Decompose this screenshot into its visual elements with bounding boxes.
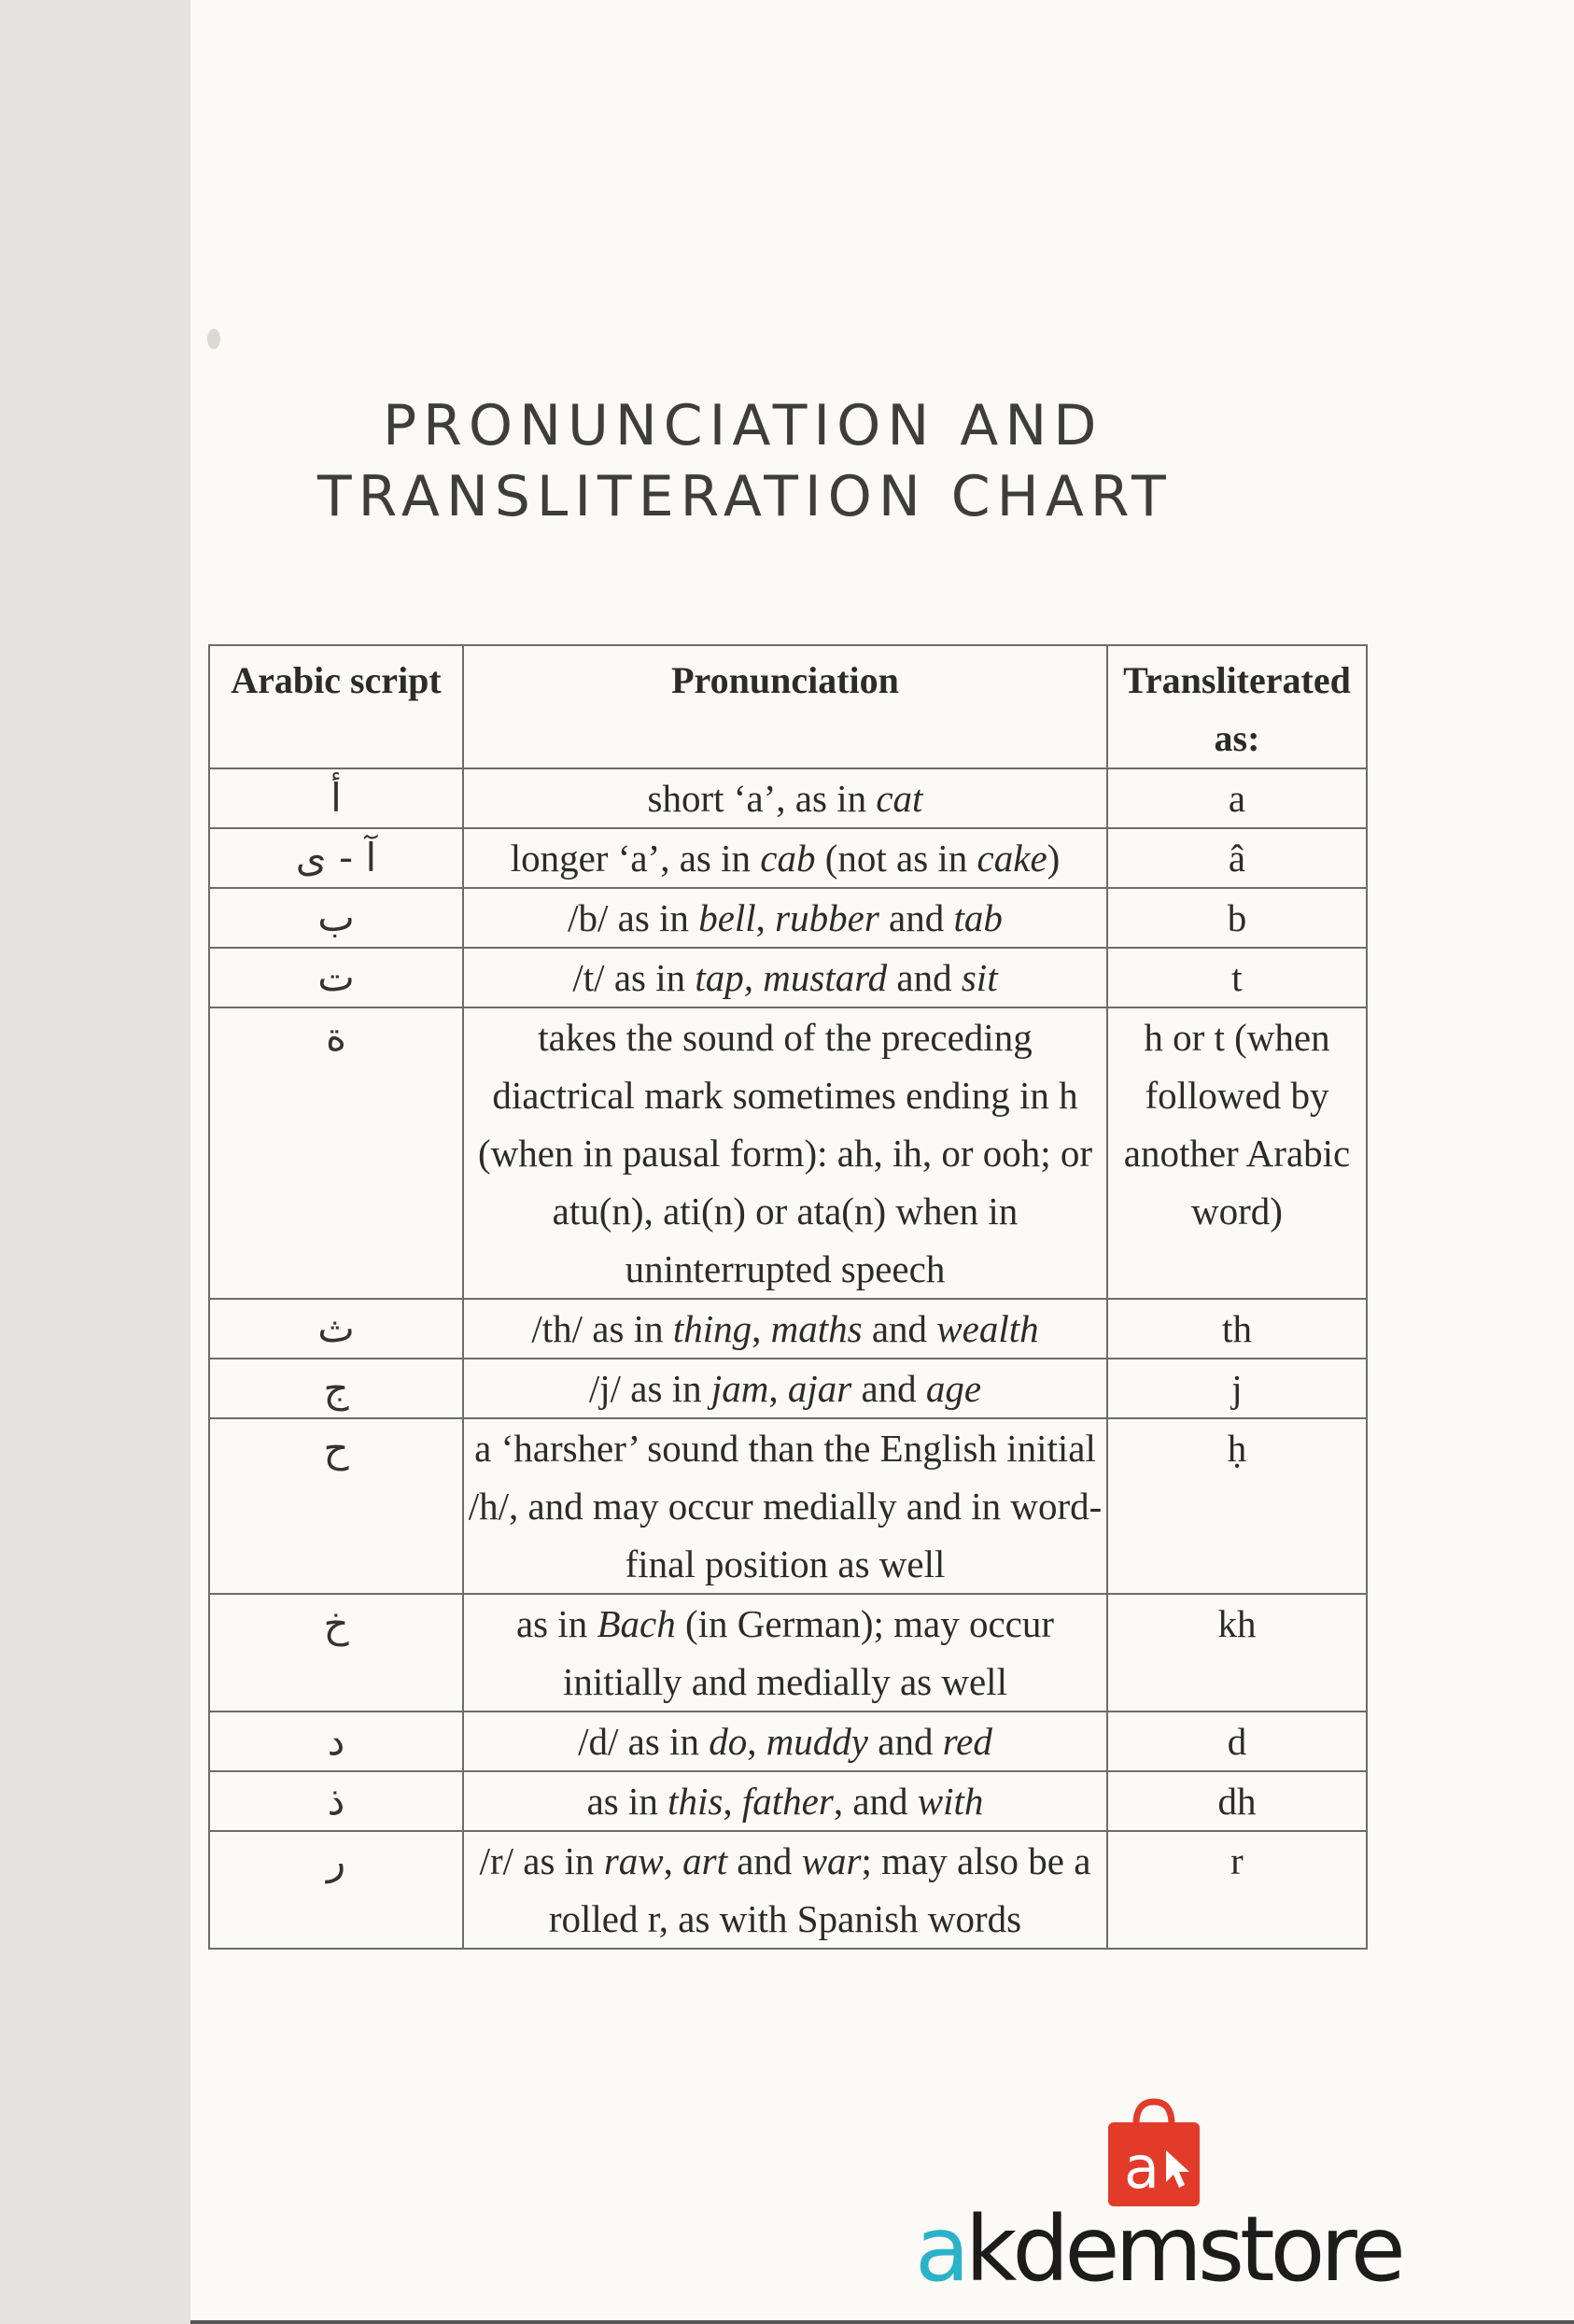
arabic-letter-cell: ث: [209, 1299, 463, 1359]
transliteration-cell: â: [1107, 828, 1367, 888]
table-row: [209, 1299, 1367, 1359]
pronunciation-text: ,: [663, 1839, 683, 1882]
pronunciation-text: ,: [752, 1307, 771, 1350]
arabic-letter-cell: ت: [209, 948, 463, 1007]
header-pronunciation: Pronunciation: [463, 645, 1107, 768]
pronunciation-text: ,: [755, 896, 776, 939]
example-word: tap, mustard: [695, 956, 888, 999]
transliteration-cell: ḥ: [1107, 1418, 1367, 1594]
pronunciation-text: and: [726, 1839, 802, 1882]
example-word: this: [668, 1780, 724, 1823]
table-row: [209, 1771, 1367, 1831]
transliteration-cell: d: [1107, 1711, 1367, 1771]
pronunciation-cell: [463, 1831, 1107, 1949]
header-arabic-script: Arabic script: [209, 645, 463, 768]
arabic-letter-cell: ذ: [209, 1771, 463, 1831]
transliteration-cell: b: [1107, 888, 1367, 948]
pronunciation-text: ,: [723, 1780, 742, 1823]
pronunciation-text: /r/ as in: [479, 1839, 604, 1882]
example-word: raw: [603, 1839, 664, 1882]
header-transliterated: Transliterated as:: [1107, 645, 1367, 768]
pronunciation-text: ): [1047, 837, 1061, 880]
table-row: [209, 828, 1367, 888]
table-row: [209, 1418, 1367, 1594]
pronunciation-text: takes the sound of the preceding diactrical mark sometimes ending in h (when in pausal form): ah, ih, or ooh; or atu(n), ati(n) or ata(n) when in uninterrupted speech: [477, 1016, 1093, 1290]
example-word: thing: [672, 1307, 752, 1350]
transliteration-cell: h or t (when followed by another Arabic word): [1107, 1007, 1367, 1299]
example-word: art: [682, 1839, 727, 1882]
pronunciation-cell: [463, 948, 1107, 1007]
table-row: [209, 1594, 1367, 1711]
pronunciation-text: (not as in: [815, 837, 977, 880]
arabic-letter-cell: ج: [209, 1359, 463, 1418]
example-word: sit: [961, 956, 998, 999]
example-word: muddy: [766, 1720, 869, 1763]
title-line-1: PRONUNCIATION AND: [383, 393, 1103, 458]
example-word: cat: [876, 777, 923, 820]
example-word: red: [942, 1720, 992, 1763]
table-header-row: [209, 645, 1367, 768]
logo-text-rest: kdemstore: [964, 2197, 1401, 2302]
logo-wordmark: [915, 2197, 1401, 2302]
pronunciation-cell: [463, 1594, 1107, 1711]
example-word: do: [709, 1720, 748, 1763]
transliteration-cell: t: [1107, 948, 1367, 1007]
pronunciation-text: , and: [833, 1780, 918, 1823]
transliteration-table: [208, 644, 1368, 1950]
akdemstore-logo: [915, 2096, 1401, 2302]
page-bottom-edge: [190, 2320, 1574, 2324]
pronunciation-text: and: [868, 1720, 943, 1763]
table-row: [209, 1711, 1367, 1771]
transliteration-cell: r: [1107, 1831, 1367, 1949]
pronunciation-text: and: [862, 1307, 937, 1350]
arabic-letter-cell: ر: [209, 1831, 463, 1949]
page-title: [317, 390, 1251, 532]
table-row: [209, 1359, 1367, 1418]
shopping-bag-icon: [1104, 2096, 1203, 2208]
table-body: [209, 768, 1367, 1949]
example-word: bell: [698, 896, 756, 939]
table-row: [209, 1007, 1367, 1299]
example-word: ajar: [787, 1367, 852, 1410]
example-word: wealth: [936, 1307, 1039, 1350]
table-row: [209, 888, 1367, 948]
pronunciation-cell: [463, 1299, 1107, 1359]
pronunciation-text: /t/ as in: [572, 956, 696, 999]
pronunciation-text: /j/ as in: [588, 1367, 711, 1410]
logo-accent-letter: a: [915, 2197, 965, 2302]
pronunciation-cell: [463, 828, 1107, 888]
pronunciation-text: /th/ as in: [531, 1307, 673, 1350]
pronunciation-cell: [463, 1007, 1107, 1299]
pronunciation-cell: [463, 1711, 1107, 1771]
pronunciation-text: (in German); may occur initially and medially as well: [563, 1602, 1055, 1703]
arabic-letter-cell: د: [209, 1711, 463, 1771]
pronunciation-cell: [463, 768, 1107, 828]
pronunciation-text: and: [887, 956, 962, 999]
arabic-letter-cell: ح: [209, 1418, 463, 1594]
example-word: cake: [977, 837, 1047, 880]
logo-bag-letter: a: [1124, 2134, 1159, 2202]
pronunciation-text: a ‘harsher’ sound than the English initial /h/, and may occur medially and in word-final position as well: [468, 1427, 1103, 1585]
arabic-letter-cell: خ: [209, 1594, 463, 1711]
table-row: [209, 768, 1367, 828]
example-word: age: [925, 1367, 982, 1410]
pronunciation-cell: [463, 1359, 1107, 1418]
pronunciation-text: longer ‘a’, as in: [510, 837, 761, 880]
title-line-2: TRANSLITERATION CHART: [317, 464, 1173, 529]
arabic-letter-cell: ة: [209, 1007, 463, 1299]
arabic-letter-cell: أ: [209, 768, 463, 828]
table-row: [209, 948, 1367, 1007]
pronunciation-cell: [463, 1418, 1107, 1594]
pronunciation-text: and: [851, 1367, 926, 1410]
pronunciation-text: ; may also be a rolled r, as with Spanish words: [548, 1839, 1091, 1940]
transliteration-cell: j: [1107, 1359, 1367, 1418]
paper-smudge: [207, 329, 220, 349]
pronunciation-text: and: [878, 896, 954, 939]
pronunciation-text: ,: [768, 1367, 788, 1410]
example-word: with: [917, 1780, 984, 1823]
pronunciation-text: /d/ as in: [578, 1720, 710, 1763]
pronunciation-text: short ‘a’, as in: [647, 777, 877, 820]
transliteration-cell: th: [1107, 1299, 1367, 1359]
pronunciation-text: as in: [515, 1602, 597, 1645]
arabic-letter-cell: ب: [209, 888, 463, 948]
pronunciation-text: as in: [586, 1780, 668, 1823]
table-row: [209, 1831, 1367, 1949]
pronunciation-text: /b/ as in: [568, 896, 699, 939]
example-word: jam: [710, 1367, 769, 1410]
arabic-letter-cell: آ - ى: [209, 828, 463, 888]
example-word: cab: [760, 837, 816, 880]
transliteration-cell: kh: [1107, 1594, 1367, 1711]
example-word: Bach: [597, 1602, 676, 1645]
example-word: rubber: [775, 896, 879, 939]
example-word: tab: [953, 896, 1003, 939]
pronunciation-text: ,: [747, 1720, 766, 1763]
pronunciation-cell: [463, 888, 1107, 948]
example-word: maths: [770, 1307, 863, 1350]
pronunciation-cell: [463, 1771, 1107, 1831]
example-word: father: [741, 1780, 834, 1823]
transliteration-cell: dh: [1107, 1771, 1367, 1831]
transliteration-cell: a: [1107, 768, 1367, 828]
example-word: war: [801, 1839, 862, 1882]
